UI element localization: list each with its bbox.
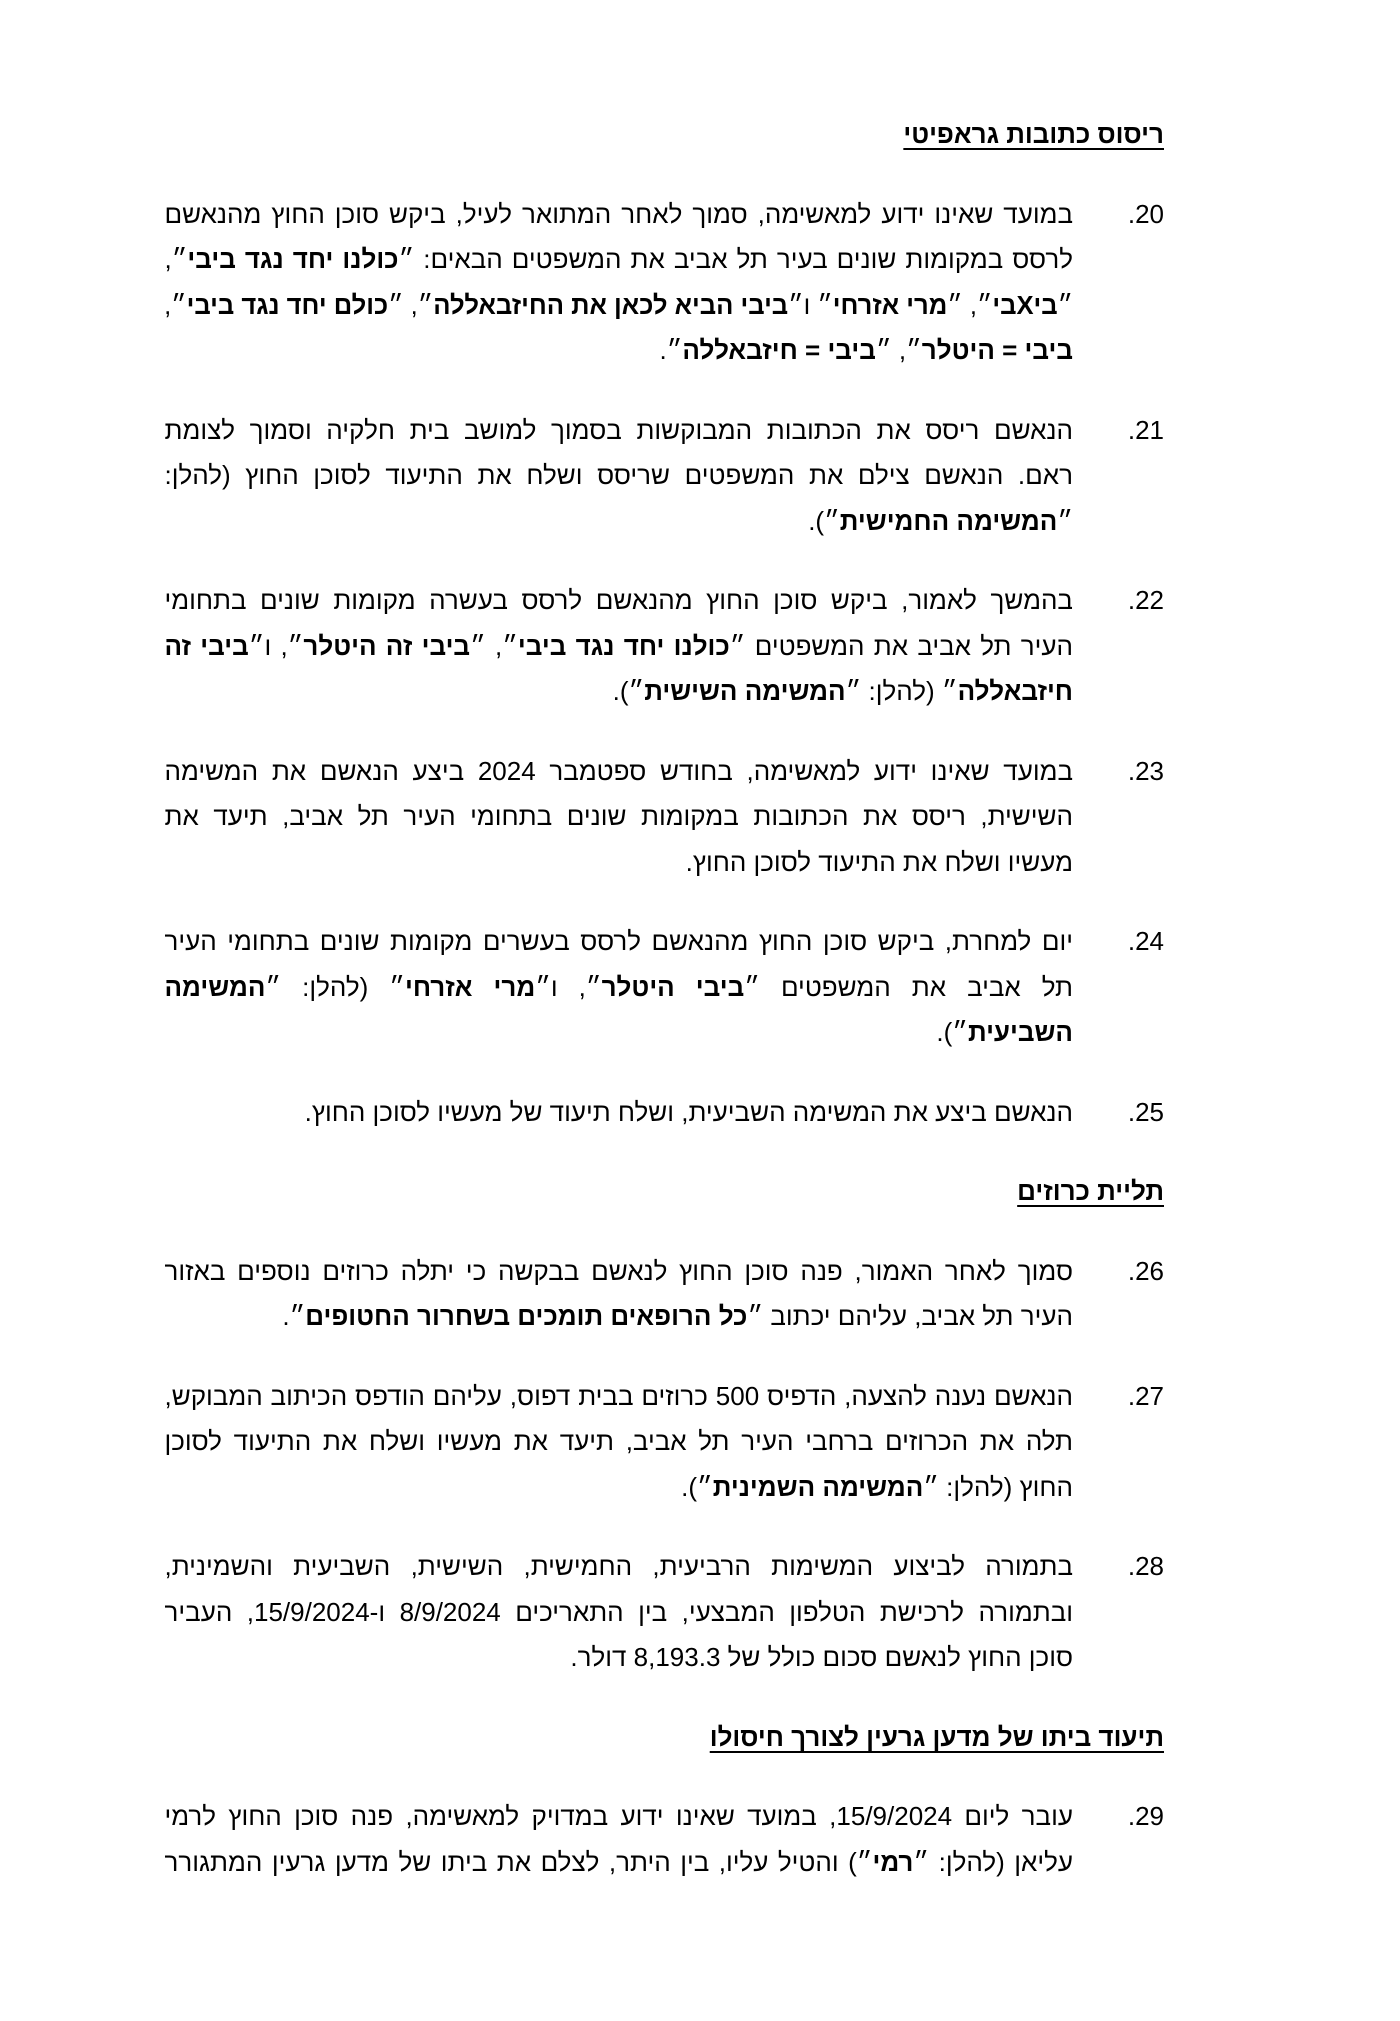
text-line-content [164,283,1073,329]
numbered-paragraph [164,1249,1164,1340]
text-run: ״, ו״ [248,630,304,661]
text-line-content [165,1419,1074,1465]
text-line [164,965,1073,1011]
text-run: ״, ״ [470,630,518,661]
text-line [164,624,1073,670]
text-line-content [936,1010,1073,1056]
text-run: ״, ״ [388,289,434,320]
text-line [164,1010,1073,1056]
bold-text: ביXבי [992,289,1058,320]
text-line-content [660,328,1073,374]
text-line [164,237,1073,283]
bold-text: ביבי = חיזבאללה [682,335,876,365]
text-run: ״ (להלן: ״ [265,971,405,1002]
text-run: ״. [282,1301,306,1331]
paragraph-number-cell [1073,1374,1164,1420]
numbered-paragraph [164,578,1164,715]
text-run: העיר תל אביב, עליהם יכתוב ״ [747,1301,1073,1331]
paragraph-number-cell [1073,192,1164,238]
text-run: סמוך לאחר האמור, פנה סוכן החוץ לנאשם בבקשה כי יתלה כרוזים נוספים באזור [164,1255,1073,1286]
paragraph-number: .26 [1127,1255,1164,1286]
bold-text: כולם יחד נגד ביבי [186,289,389,320]
text-line [164,328,1073,374]
text-run: במועד שאינו ידוע למאשימה, בחודש ספטמבר 2024 ביצע הנאשם את המשימה [164,755,1073,786]
paragraph-number-cell [1073,1090,1164,1136]
bold-text: המשימה החמישית [839,505,1058,536]
text-run: החוץ (להלן: ״ [923,1471,1073,1502]
text-run: לרסס במקומות שונים בעיר תל אביב את המשפטים הבאים: ״ [398,244,1073,274]
paragraph-number: .28 [1127,1551,1164,1581]
paragraph-number: .27 [1127,1380,1164,1411]
numbered-paragraph [164,1374,1164,1511]
bold-text: ביבי זה היטלר [303,630,471,661]
text-line-content [165,453,1074,499]
document-section [164,1715,1164,1886]
bold-text: ביבי = היטלר [921,335,1073,365]
text-line-content [165,794,1074,840]
section-heading: תליית כרוזים [1017,1176,1164,1206]
text-run: ״, [164,289,187,320]
text-run: במועד שאינו ידוע למאשימה, סמוך לאחר המתואר לעיל, ביקש סוכן החוץ מהנאשם [164,198,1073,229]
text-line-content [808,499,1073,545]
paragraph-number-cell [1073,1544,1164,1590]
bold-text: המשימה השישית [644,676,846,706]
bold-text: חיזבאללה [957,676,1073,706]
paragraph-text [164,192,1073,374]
text-run: ״) והטיל עליו, בין היתר, לצלם את ביתו של מדען גרעין המתגורר [164,1846,873,1877]
text-run: ״, ״ [875,335,922,365]
text-run: ״). [612,676,645,706]
text-run: מעשיו ושלח את התיעוד לסוכן החוץ. [685,846,1073,877]
text-run: ״ [1057,289,1073,320]
text-run: תל אביב את המשפטים ״ [744,971,1073,1002]
paragraph-number: .22 [1127,585,1164,615]
text-run: הנאשם ריסס את הכתובות המבוקשות בסמוך למושב בית חלקיה וסמוך לצומת [164,414,1073,445]
section-heading: ריסוס כתובות גראפיטי [903,119,1164,149]
numbered-paragraph [164,749,1164,886]
paragraph-number-cell [1073,578,1164,624]
text-line-content [165,1374,1074,1420]
text-line-content [164,1840,1073,1886]
paragraph-text [164,919,1073,1056]
bold-text: המשימה [164,971,266,1002]
text-line [164,1840,1073,1886]
text-line [164,1544,1073,1590]
text-run: הנאשם נענה להצעה, הדפיס 500 כרוזים בבית דפוס, עליהם הודפס הכיתוב המבוקש, [164,1380,1073,1411]
paragraph-text [164,578,1073,715]
text-line-content [681,1465,1073,1511]
paragraph-number: .21 [1127,414,1164,445]
text-run: ראם. הנאשם צילם את המשפטים שריסס ושלח את התיעוד לסוכן החוץ (להלן: [164,460,1073,490]
text-line [164,578,1073,624]
text-line [164,1419,1073,1465]
bold-text: כולנו יחד נגד ביבי [517,630,730,661]
text-line [164,669,1073,715]
text-run: ובתמורה לרכישת הטלפון המבצעי, בין התאריכים 8/9/2024 ו-15/9/2024, העביר [164,1596,1073,1627]
text-line [164,1374,1073,1420]
text-line-content [164,624,1073,670]
numbered-paragraph [164,919,1164,1056]
document-body [164,112,1164,1919]
bold-text: כולנו יחד נגד ביבי [187,244,399,274]
text-run: ״ ו״ [788,289,833,320]
text-line-content [165,749,1074,795]
bold-text: כל הרופאים תומכים בשחרור החטופים [305,1301,748,1331]
text-line-content [613,669,1073,715]
text-run: עליאן (להלן: ״ [913,1846,1073,1877]
text-line [164,1090,1073,1136]
text-line [164,794,1073,840]
text-line-content [165,1590,1074,1636]
bold-text: ביבי זה [164,630,249,661]
text-run: השישית, ריסס את הכתובות במקומות שונים בתחומי העיר תל אביב, תיעד את [164,801,1073,831]
paragraph-text [164,749,1073,886]
text-line [164,499,1073,545]
paragraph-number: .20 [1127,198,1164,229]
paragraph-text [164,1249,1073,1340]
text-line [164,408,1073,454]
bold-text: רמי [872,1846,914,1877]
section-heading: תיעוד ביתו של מדען גרעין לצורך חיסולו [709,1721,1164,1752]
text-line [164,1249,1073,1295]
paragraph-number-cell [1073,749,1164,795]
text-line [164,840,1073,886]
paragraph-number-cell [1073,1794,1164,1840]
text-run: העיר תל אביב את המשפטים ״ [729,630,1073,661]
bold-text: ביבי הביא לכאן את החיזבאללה [433,289,789,320]
paragraph-number-cell [1073,1249,1164,1295]
bold-text: מרי אזרחי [832,289,948,320]
text-run: ״, ו״ [535,971,602,1002]
text-line [164,749,1073,795]
paragraph-text [164,1544,1073,1681]
text-line-content [164,965,1073,1011]
text-line-content [165,1249,1074,1295]
paragraph-number: .25 [1127,1096,1164,1127]
text-run: בתמורה לביצוע המשימות הרביעית, החמישית, השישית, השביעית והשמינית, [164,1551,1073,1581]
numbered-paragraph [164,1544,1164,1681]
text-run: ״). [808,505,840,536]
text-line [164,283,1073,329]
paragraph-text [164,408,1073,545]
paragraph-text [164,1374,1073,1511]
text-line-content [282,1294,1073,1340]
text-line [164,1465,1073,1511]
text-line [164,453,1073,499]
text-run: ״). [936,1017,968,1047]
text-line [164,1794,1073,1840]
paragraph-number-cell [1073,408,1164,454]
text-line-content [165,237,1074,283]
text-run: ״. [659,335,683,365]
text-line-content [570,1635,1073,1681]
document-section [164,112,1164,1135]
text-line-content [305,1090,1073,1136]
paragraph-number-cell [1073,919,1164,965]
text-run: ״ (להלן: ״ [845,676,958,706]
paragraph-number: .23 [1127,755,1164,786]
bold-text: מרי אזרחי [404,971,536,1002]
text-line-content [165,1794,1074,1840]
numbered-paragraph [164,1090,1164,1136]
numbered-paragraph [164,408,1164,545]
text-line-content [165,578,1074,624]
text-line [164,1590,1073,1636]
paragraph-number: .24 [1127,926,1164,956]
text-line [164,919,1073,965]
text-run: יום למחרת, ביקש סוכן החוץ מהנאשם לרסס בעשרים מקומות שונים בתחומי העיר [164,926,1073,956]
text-line [164,192,1073,238]
text-line-content [165,192,1074,238]
text-line-content [686,840,1073,886]
text-line-content [165,408,1074,454]
text-run: ״, ״ [947,289,993,320]
bold-text: השביעית [967,1017,1073,1047]
text-run: תלה את הכרוזים ברחבי העיר תל אביב, תיעד את מעשיו ושלח את התיעוד לסוכן [164,1426,1073,1456]
text-run: ״ [1057,505,1073,536]
paragraph-text [164,1794,1073,1885]
text-run: עובר ליום 15/9/2024, במועד שאינו ידוע במדויק למאשימה, פנה סוכן החוץ לרמי [164,1801,1073,1831]
text-line [164,1635,1073,1681]
text-line [164,1294,1073,1340]
bold-text: המשימה השמינית [712,1471,924,1502]
text-run: הנאשם ביצע את המשימה השביעית, ושלח תיעוד של מעשיו לסוכן החוץ. [304,1096,1073,1127]
text-run: סוכן החוץ לנאשם סכום כולל של 8,193.3 דולר. [570,1642,1073,1672]
text-line-content [165,919,1074,965]
bold-text: ביבי היטלר [601,971,745,1002]
text-run: ״, [164,244,188,274]
text-run: בהמשך לאמור, ביקש סוכן החוץ מהנאשם לרסס בעשרה מקומות שונים בתחומי [164,585,1073,615]
text-run: ״). [681,1471,713,1502]
text-line-content [165,1544,1074,1590]
document-section [164,1169,1164,1681]
numbered-paragraph [164,1794,1164,1885]
paragraph-text [164,1090,1073,1136]
paragraph-number: .29 [1127,1801,1164,1831]
numbered-paragraph [164,192,1164,374]
